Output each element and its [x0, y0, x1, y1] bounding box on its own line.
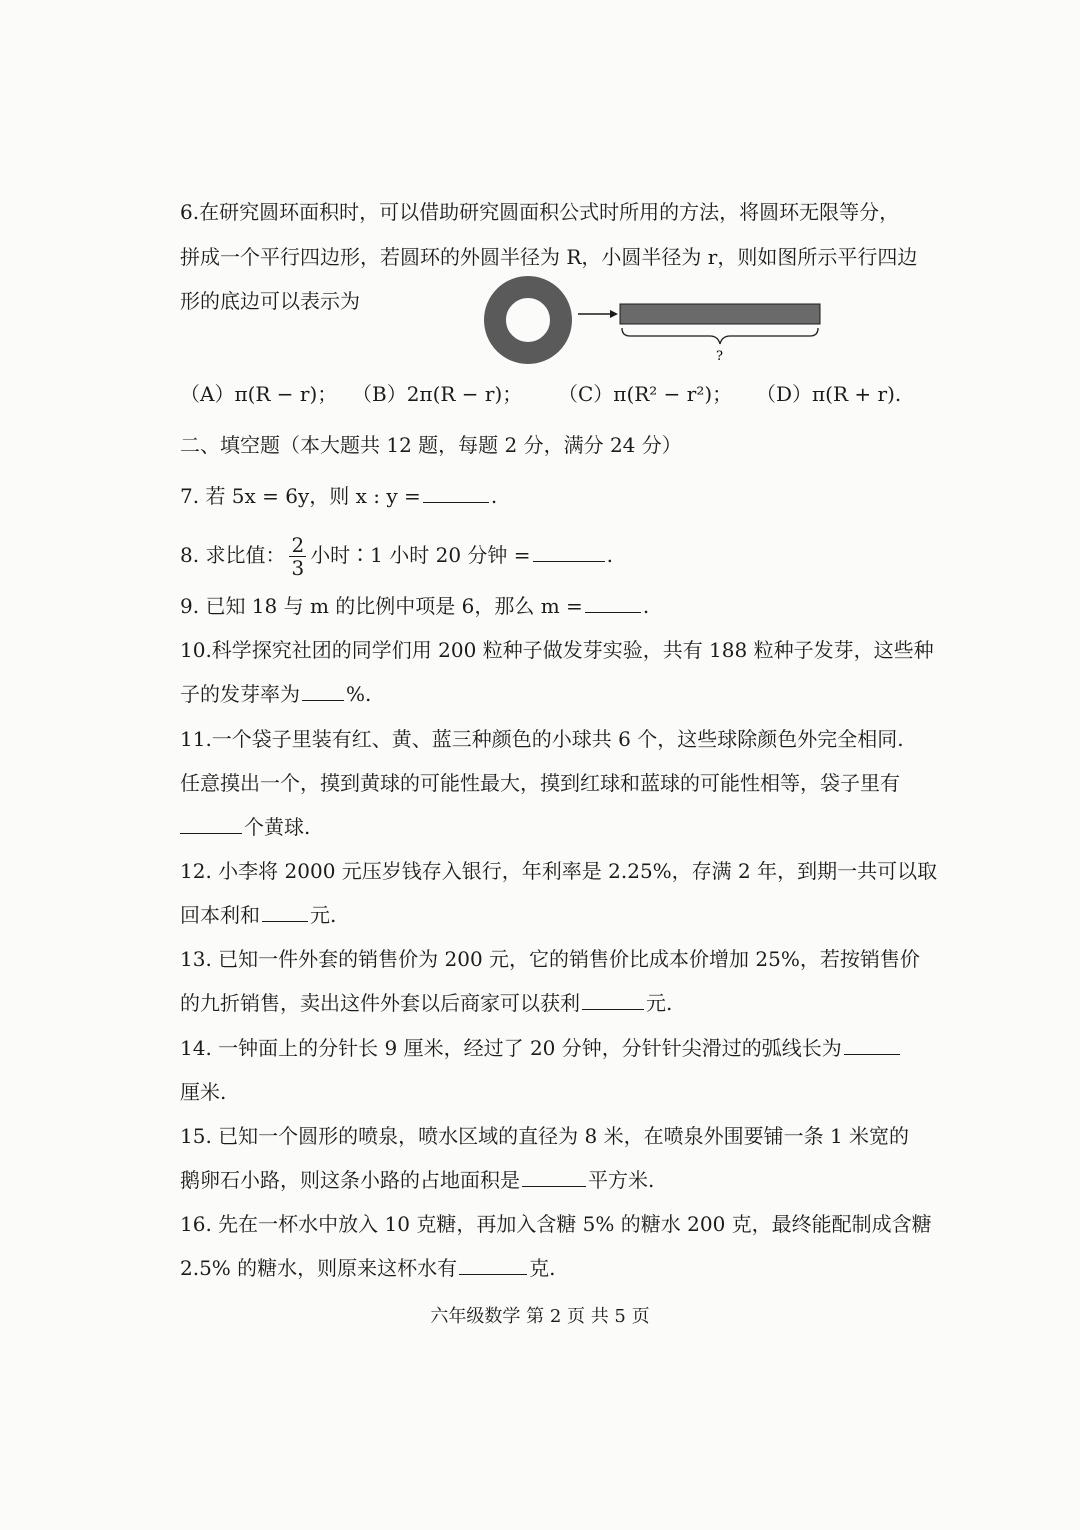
q13-line-1: 13. 已知一件外套的销售价为 200 元，它的销售价比成本价增加 25%，若按销售价: [180, 947, 920, 971]
q13-suffix: 元.: [646, 991, 673, 1015]
q15-blank[interactable]: [522, 1166, 586, 1187]
q16-line-2: [180, 1254, 900, 1282]
q8-frac-den: 3: [291, 556, 305, 580]
q16-blank[interactable]: [459, 1254, 527, 1275]
q11-line-1: 11.一个袋子里装有红、黄、蓝三种颜色的小球共 6 个，这些球除颜色外完全相同.: [180, 727, 904, 751]
q10-line-1: 10.科学探究社团的同学们用 200 粒种子做发芽实验，共有 188 粒种子发芽，这些种: [180, 638, 934, 662]
q6-line-2: 拼成一个平行四边形，若圆环的外圆半径为 R，小圆半径为 r，则如图所示平行四边: [180, 245, 918, 269]
q8-blank[interactable]: [533, 541, 605, 562]
section-2-title: 二、填空题（本大题共 12 题，每题 2 分，满分 24 分）: [180, 433, 682, 457]
q16-suffix: 克.: [529, 1256, 556, 1280]
q6-line-1: 6.在研究圆环面积时，可以借助研究圆面积公式时所用的方法，将圆环无限等分，: [180, 200, 900, 224]
q10-text: 子的发芽率为: [180, 682, 300, 706]
q8-frac-num: 2: [291, 533, 305, 557]
q16-line-1: 16. 先在一杯水中放入 10 克糖，再加入含糖 5% 的糖水 200 克，最终能配制成含糖: [180, 1212, 932, 1236]
page-footer: 六年级数学 第 2 页 共 5 页: [430, 1306, 650, 1327]
q15-text: 鹅卵石小路，则这条小路的占地面积是: [180, 1168, 520, 1192]
q7-suffix: .: [490, 484, 498, 508]
q15-line-2: [180, 1166, 900, 1194]
q12-blank[interactable]: [262, 901, 308, 922]
q13-text: 的九折销售，卖出这件外套以后商家可以获利: [180, 991, 580, 1015]
option-b: （B）2π(R − r)；: [352, 382, 523, 406]
annulus-ring: [495, 287, 561, 353]
q12-line-1: 12. 小李将 2000 元压岁钱存入银行，年利率是 2.25%，存满 2 年，到期一共可以取: [180, 859, 938, 883]
q10-blank[interactable]: [302, 680, 344, 701]
q6-line-3: 形的底边可以表示为: [180, 289, 360, 313]
q11-suffix: 个黄球.: [244, 815, 311, 839]
q7: [180, 482, 900, 510]
q14-line-2: 厘米.: [180, 1080, 227, 1104]
q8-text: 8. 求比值：: [180, 543, 286, 567]
parallelogram-strip: [620, 304, 820, 324]
q8: [180, 530, 900, 580]
option-c: （C）π(R² − r²)；: [558, 382, 733, 406]
q10-suffix: %.: [346, 682, 372, 706]
arrow-head: [610, 310, 618, 318]
q11-blank[interactable]: [180, 813, 242, 834]
option-a: （A）π(R − r)；: [180, 382, 338, 406]
q14-blank[interactable]: [844, 1034, 900, 1055]
q12-text: 回本利和: [180, 903, 260, 927]
option-d: （D）π(R + r).: [756, 382, 902, 406]
q8-middle: 小时∶1 小时 20 分钟 =: [310, 543, 531, 567]
q7-text: 7. 若 5x = 6y，则 x : y =: [180, 484, 421, 508]
q12-line-2: [180, 901, 900, 929]
q9-text: 9. 已知 18 与 m 的比例中项是 6，那么 m =: [180, 594, 583, 618]
q8-fraction: [289, 534, 306, 579]
annulus-figure: [480, 276, 840, 370]
q7-blank[interactable]: [423, 482, 489, 503]
q14-line-1: [180, 1034, 900, 1062]
q9-suffix: .: [642, 594, 650, 618]
q9-blank[interactable]: [585, 592, 641, 613]
q13-line-2: [180, 989, 900, 1017]
q15-line-1: 15. 已知一个圆形的喷泉，喷水区域的直径为 8 米，在喷泉外围要铺一条 1 米宽的: [180, 1124, 910, 1148]
q14-text: 14. 一钟面上的分针长 9 厘米，经过了 20 分钟，分针针尖滑过的弧线长为: [180, 1036, 842, 1060]
q10-line-2: [180, 680, 900, 708]
figure-question-mark: ?: [716, 349, 723, 364]
q11-line-2: 任意摸出一个，摸到黄球的可能性最大，摸到红球和蓝球的可能性相等，袋子里有: [180, 771, 900, 795]
q9: [180, 592, 900, 620]
q8-suffix: .: [606, 543, 613, 567]
q13-blank[interactable]: [582, 989, 644, 1010]
q11-line-3: [180, 813, 900, 841]
q12-suffix: 元.: [310, 903, 337, 927]
q16-text: 2.5% 的糖水，则原来这杯水有: [180, 1256, 458, 1280]
q15-suffix: 平方米.: [588, 1168, 655, 1192]
underbrace: [622, 328, 818, 344]
